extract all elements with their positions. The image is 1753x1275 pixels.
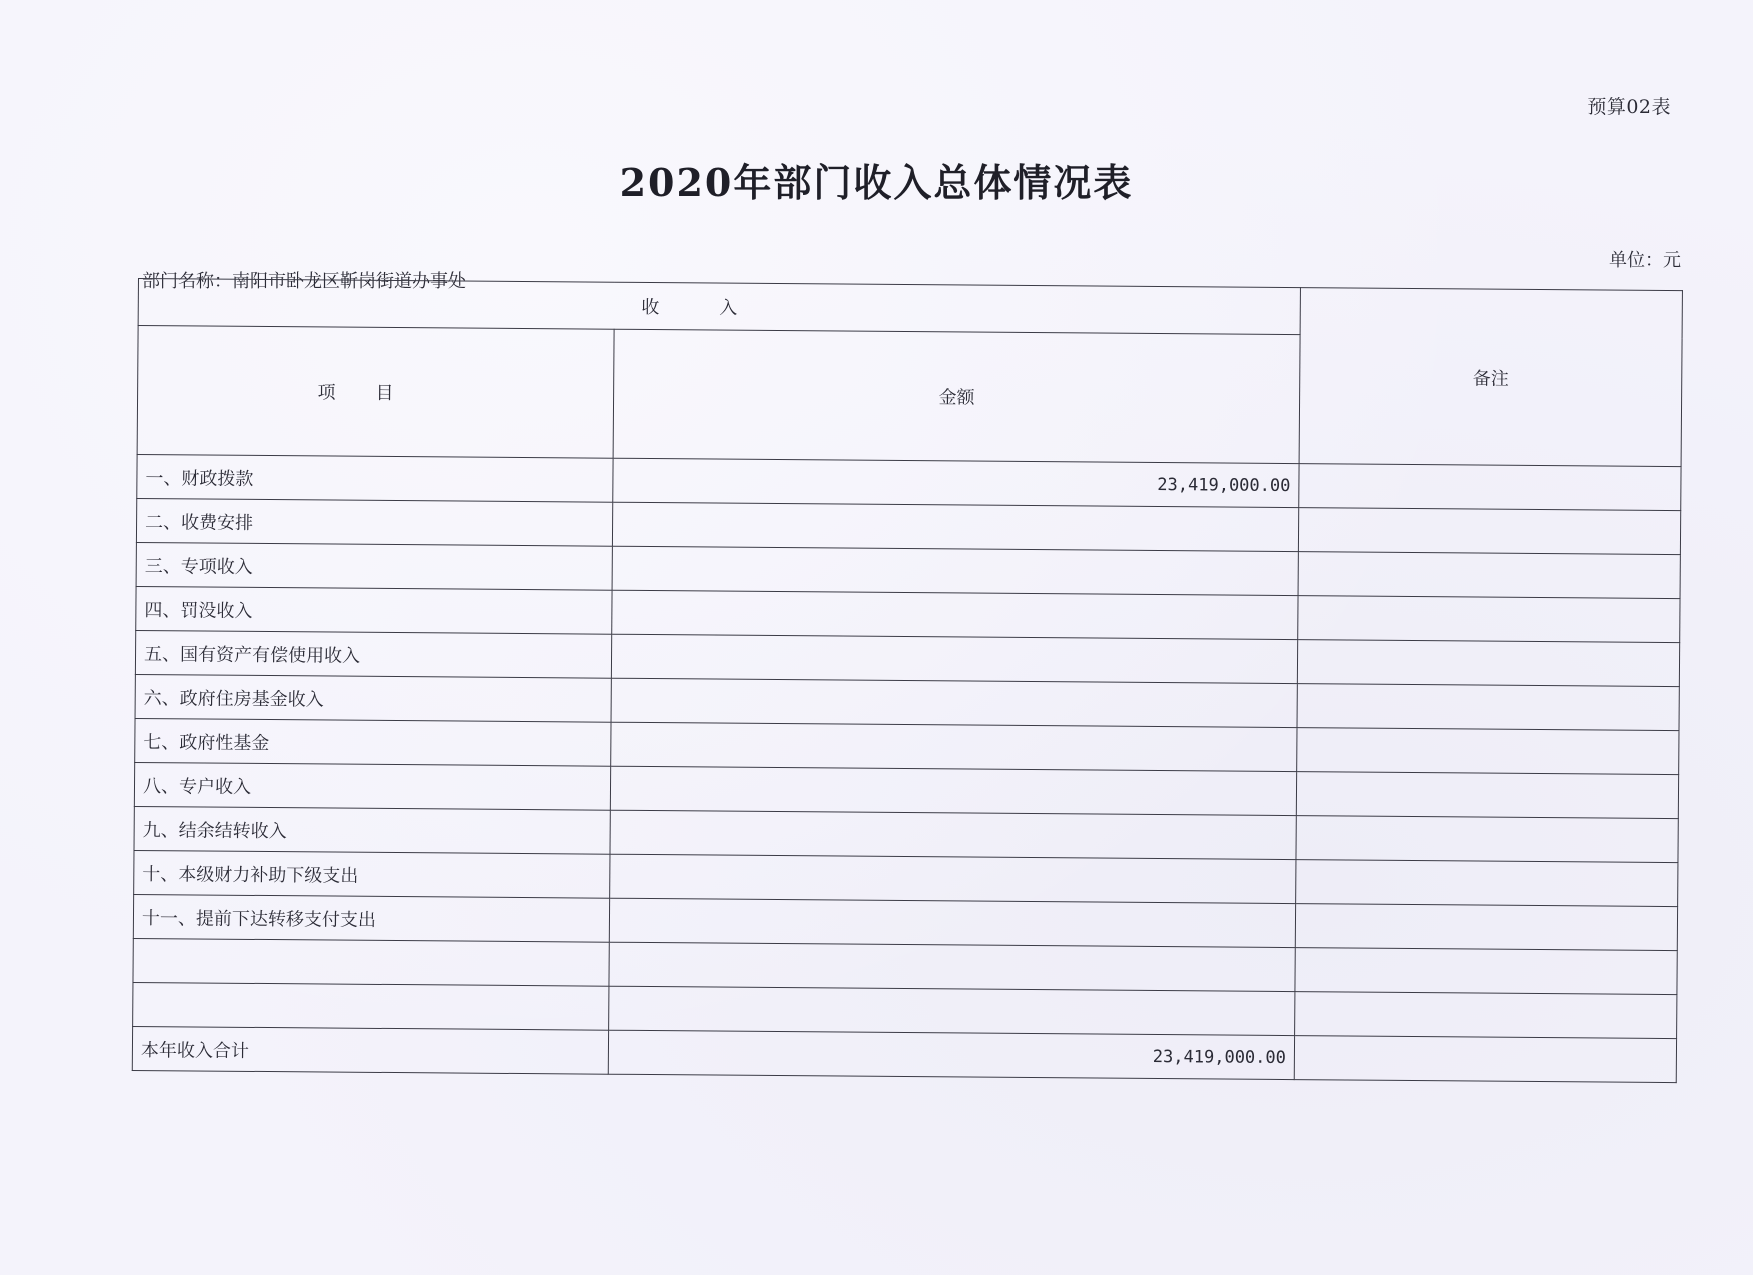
item-cell: 九、结余结转收入 [134, 806, 610, 854]
remark-cell [1296, 816, 1678, 863]
remark-cell [1298, 552, 1680, 599]
item-cell: 七、政府性基金 [135, 718, 611, 766]
amount-cell [609, 898, 1295, 947]
header-remark: 备注 [1299, 288, 1682, 467]
amount-cell [611, 722, 1297, 771]
item-cell: 八、专户收入 [134, 762, 610, 810]
header-item: 项目 [137, 326, 614, 459]
item-cell: 三、专项收入 [136, 542, 612, 590]
amount-cell [609, 942, 1295, 991]
remark-cell [1296, 860, 1678, 907]
amount-cell: 23,419,000.00 [613, 458, 1299, 507]
item-cell: 十一、提前下达转移支付支出 [133, 894, 609, 942]
item-cell: 一、财政拨款 [137, 454, 613, 502]
remark-cell [1294, 1036, 1676, 1083]
amount-cell [611, 678, 1297, 727]
remark-cell [1296, 772, 1678, 819]
amount-cell [610, 810, 1296, 859]
remark-cell [1299, 464, 1681, 511]
remark-cell [1297, 640, 1679, 687]
unit-label: 单位：元 [1609, 250, 1681, 271]
item-cell: 五、国有资产有偿使用收入 [135, 630, 611, 678]
remark-cell [1298, 596, 1680, 643]
budget-table-wrapper [132, 278, 1682, 1110]
remark-cell [1295, 904, 1677, 951]
amount-cell [612, 590, 1298, 639]
item-cell: 二、收费安排 [136, 498, 612, 546]
item-cell: 十、本级财力补助下级支出 [134, 850, 610, 898]
remark-cell [1295, 948, 1677, 995]
remark-cell [1297, 684, 1679, 731]
amount-cell: 23,419,000.00 [608, 1030, 1294, 1079]
remark-cell [1295, 992, 1677, 1039]
item-cell: 四、罚没收入 [136, 586, 612, 634]
page-title: 2020年部门收入总体情况表 [619, 160, 1134, 205]
budget-table [132, 278, 1683, 1083]
amount-cell [609, 986, 1295, 1035]
header-amount: 金额 [613, 329, 1300, 463]
amount-cell [610, 766, 1296, 815]
department-name: 部门名称：南阳市卧龙区靳岗街道办事处 [142, 271, 466, 292]
amount-cell [612, 502, 1298, 551]
item-cell [133, 938, 609, 986]
item-cell: 六、政府住房基金收入 [135, 674, 611, 722]
header-income: 收入 [138, 279, 1300, 335]
amount-cell [610, 854, 1296, 903]
amount-cell [612, 546, 1298, 595]
amount-cell [611, 634, 1297, 683]
item-cell: 本年收入合计 [132, 1026, 608, 1074]
remark-cell [1297, 728, 1679, 775]
item-cell [133, 982, 609, 1030]
form-code: 预算02表 [1587, 96, 1671, 118]
remark-cell [1298, 508, 1680, 555]
